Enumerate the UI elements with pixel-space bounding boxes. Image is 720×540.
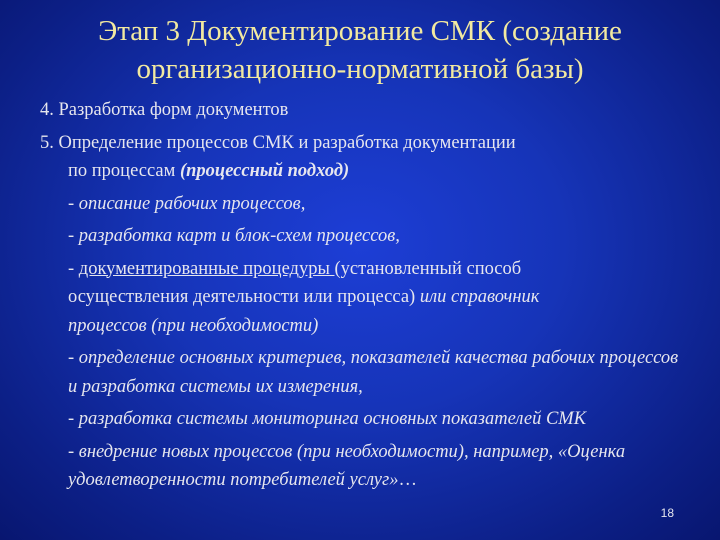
- bullet-3-line-2: [40, 283, 715, 312]
- bullet-5: [40, 405, 715, 434]
- bullet-4-text-1: - определение основных критериев, показателей качества рабочих процессов: [68, 348, 679, 368]
- bullet-6-ellipsis: …: [398, 470, 417, 490]
- bullet-2: [40, 222, 715, 251]
- bullet-3-line-3: [40, 312, 715, 341]
- bullet-4-text-2: и разработка системы их измерения,: [68, 376, 363, 397]
- item-5-line-1: 5. Определение процессов СМК и разработка документации: [40, 132, 516, 153]
- bullet-4-line-1: [40, 344, 715, 373]
- item-5-highlight: (процессный подход): [179, 161, 350, 181]
- bullet-3-underlined: документированные процедуры: [78, 258, 335, 279]
- bullet-3-line-1: [40, 255, 715, 284]
- bullet-6-line-1: [40, 438, 715, 467]
- bullet-4-line-2: [40, 373, 715, 402]
- bullet-1-text: - описание рабочих процессов,: [68, 193, 306, 214]
- title-line-2: организационно-нормативной базы): [136, 53, 584, 85]
- slide-title: [30, 12, 690, 88]
- bullet-3-dash: -: [68, 258, 79, 279]
- bullet-6-line-2: [40, 466, 715, 495]
- slide-body: [40, 96, 715, 495]
- bullet-3-italic: или справочник: [419, 287, 540, 307]
- bullet-5-text: - разработка системы мониторинга основных показателей СМК: [68, 409, 586, 429]
- bullet-6-text-2: удовлетворенности потребителей услуг»: [68, 470, 399, 490]
- bullet-3-paren: (установленный способ: [334, 258, 522, 279]
- item-5-line-2: [40, 157, 715, 186]
- bullet-3-text: осуществления деятельности или процесса): [68, 287, 420, 307]
- page-number: 18: [660, 506, 674, 520]
- bullet-6-text-1: - внедрение новых процессов (при необходимости), например, «Оценка: [68, 441, 626, 462]
- item-5-text: по процессам: [68, 161, 180, 181]
- title-line-1: Этап 3 Документирование СМК (создание: [98, 15, 622, 47]
- bullet-1: [40, 190, 715, 219]
- item-4: 4. Разработка форм документов: [40, 100, 289, 120]
- bullet-3-italic-2: процессов (при необходимости): [68, 315, 319, 336]
- bullet-2-text: - разработка карт и блок-схем процессов,: [68, 226, 400, 246]
